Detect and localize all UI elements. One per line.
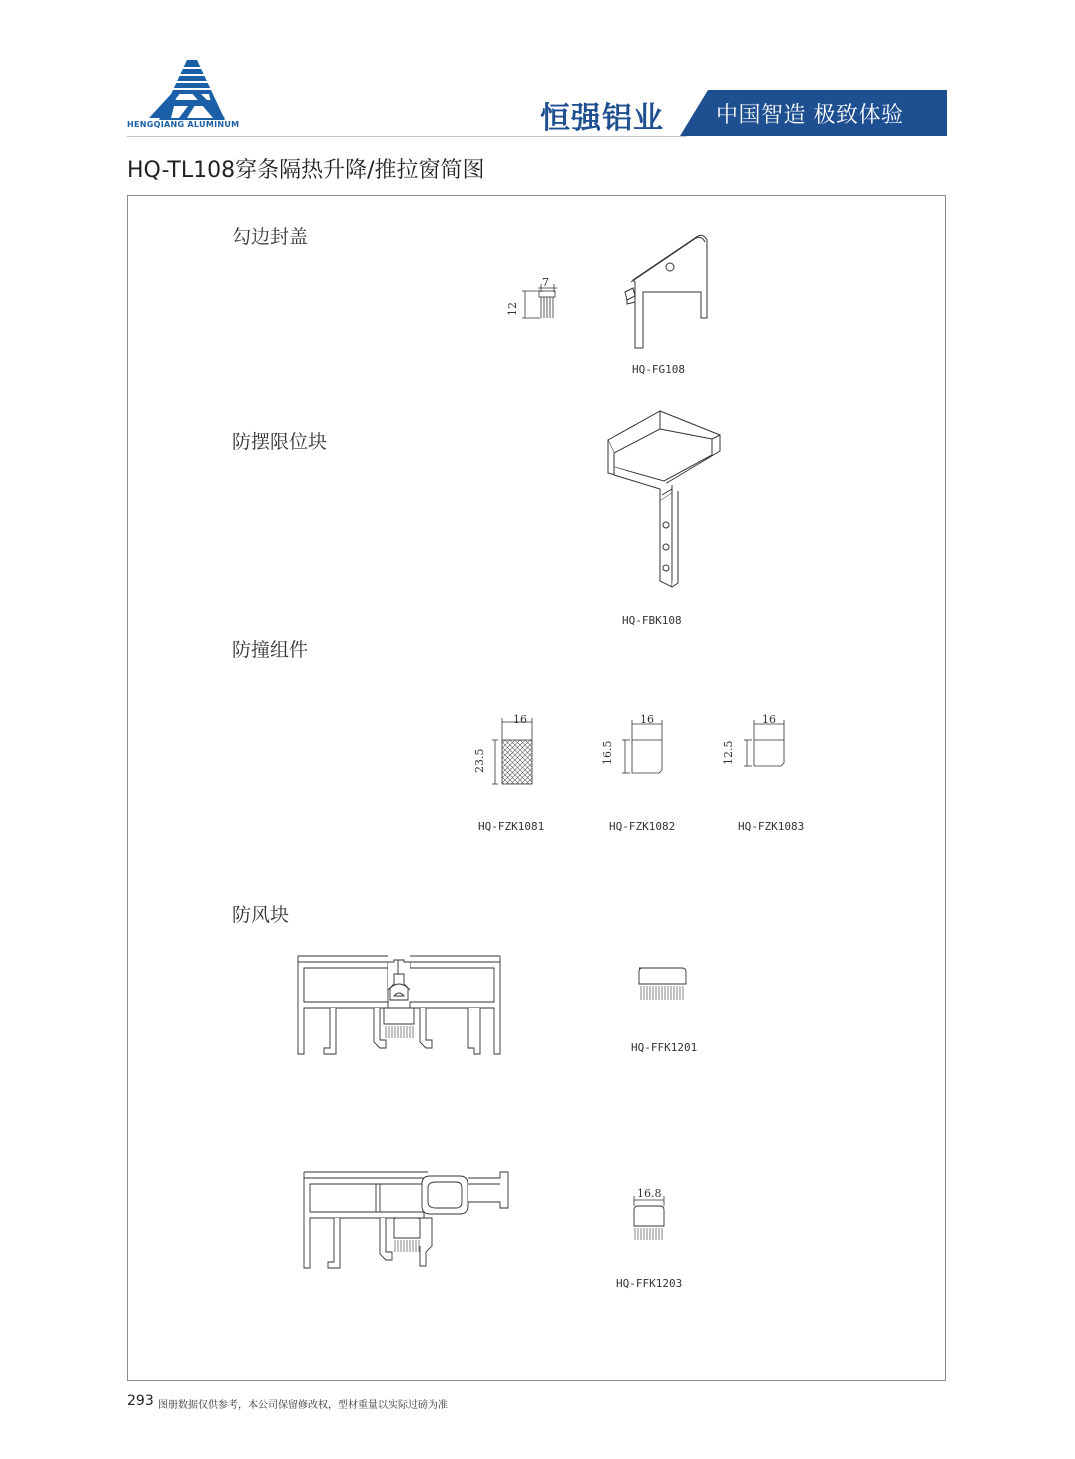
wind-block-1201-drawing — [630, 962, 690, 1004]
code-1083: HQ-FZK1083 — [738, 820, 805, 833]
brand-name: 恒强铝业 — [540, 101, 664, 136]
wind-block-assembly-2-drawing — [300, 1166, 520, 1276]
hook-cap-3d-drawing — [615, 230, 725, 355]
footer-note: 图册数据仅供参考，本公司保留修改权，型材重量以实际过磅为准 — [158, 1400, 448, 1411]
dim-1081-width: 16 — [513, 713, 527, 726]
section-title-anti-swing: 防摆限位块 — [232, 431, 328, 453]
section-title-wind-block: 防风块 — [232, 904, 290, 926]
slogan: 中国智造 极致体验 — [716, 103, 904, 128]
dim-1082-height: 16.5 — [601, 740, 614, 765]
header-divider — [127, 136, 687, 137]
code-1081: HQ-FZK1081 — [478, 820, 545, 833]
section-title-anti-collision: 防撞组件 — [232, 639, 309, 661]
wind-block-assembly-1-drawing — [290, 950, 515, 1060]
page-number: 293 — [127, 1393, 154, 1409]
anti-swing-block-drawing — [600, 405, 730, 600]
page-title: HQ-TL108穿条隔热升降/推拉窗简图 — [127, 158, 485, 183]
dim-1081-height: 23.5 — [473, 748, 486, 773]
dim-wind-1203-width: 16.8 — [637, 1187, 662, 1200]
logo-text: HENGQIANG ALUMINUM — [127, 120, 240, 129]
code-1082: HQ-FZK1082 — [609, 820, 676, 833]
dim-1083-height: 12.5 — [722, 740, 735, 765]
section-title-hook-cap: 勾边封盖 — [232, 226, 309, 248]
code-hook-cap: HQ-FG108 — [632, 363, 685, 376]
code-wind-1201: HQ-FFK1201 — [631, 1041, 698, 1054]
dim-hook-cap-width: 7 — [542, 276, 549, 289]
code-wind-1203: HQ-FFK1203 — [616, 1277, 683, 1290]
code-anti-swing: HQ-FBK108 — [622, 614, 682, 627]
dim-1082-width: 16 — [640, 713, 654, 726]
dim-hook-cap-height: 12 — [506, 302, 519, 316]
dim-1083-width: 16 — [762, 713, 776, 726]
